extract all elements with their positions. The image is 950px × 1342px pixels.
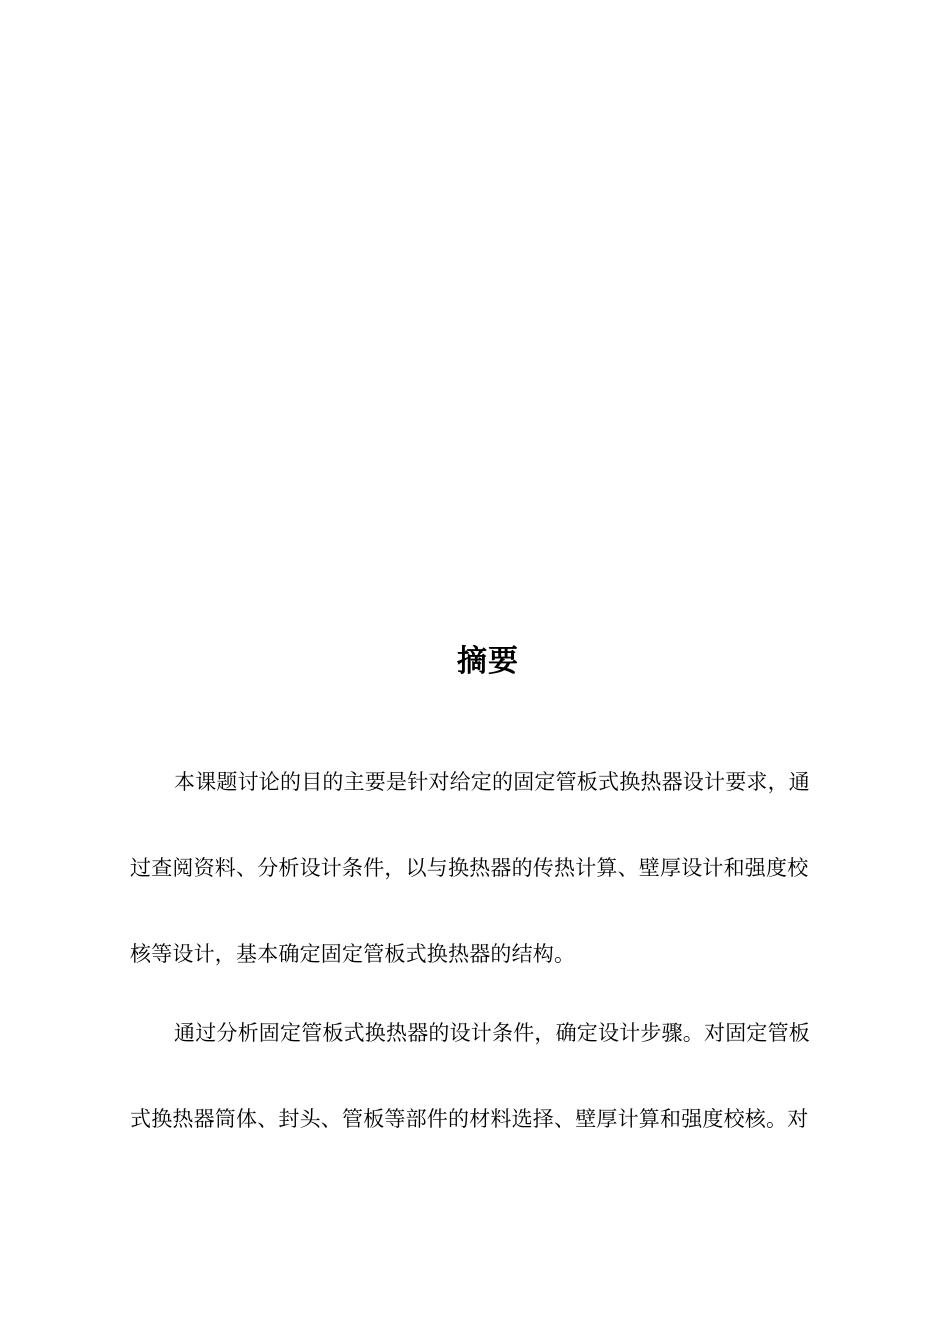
paragraph-1-line-1: 本课题讨论的目的主要是针对给定的固定管板式换热器设计要求，通: [174, 770, 810, 794]
abstract-heading: 摘要: [457, 644, 519, 679]
paragraph-2-line-2: 式换热器筒体、封头、管板等部件的材料选择、壁厚计算和强度校核。对: [130, 1107, 809, 1131]
paragraph-2-line-1: 通过分析固定管板式换热器的设计条件，确定设计步骤。对固定管板: [174, 1021, 810, 1045]
paragraph-1-line-2: 过查阅资料、分析设计条件，以与换热器的传热计算、壁厚设计和强度校: [130, 856, 809, 880]
paragraph-1-line-3: 核等设计，基本确定固定管板式换热器的结构。: [130, 942, 576, 966]
